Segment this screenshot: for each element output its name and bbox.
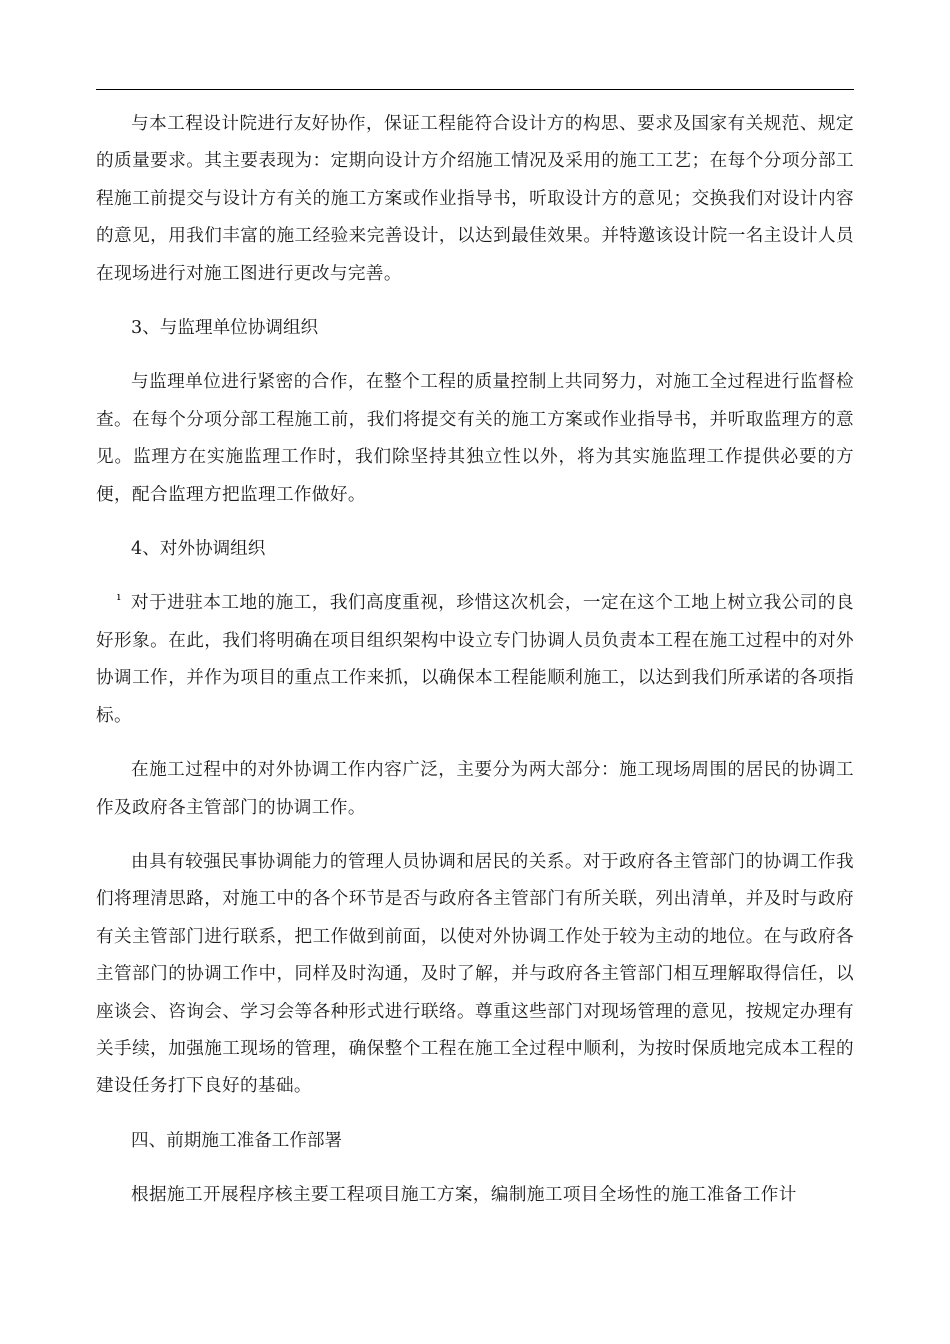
header-rule — [96, 89, 854, 90]
paragraph-coordination-scope: 在施工过程中的对外协调工作内容广泛，主要分为两大部分：施工现场周围的居民的协调工作及政府各主管部门的协调工作。 — [96, 760, 854, 818]
paragraph-design-coordination: 与本工程设计院进行友好协作，保证工程能符合设计方的构思、要求及国家有关规范、规定的质量要求。其主要表现为：定期向设计方介绍施工情况及采用的施工工艺；在每个分项分部工程施工前提交与设计方有关的施工方案或作业指导书，听取设计方的意见；交换我们对设计内容的意见，用我们丰富的施工经验来完善设计，以达到最佳效果。并特邀该设计院一名主设计人员在现场进行对施工图进行更改与完善。 — [96, 114, 854, 284]
stray-mark: ı — [117, 590, 121, 603]
heading-external-coordination: 4、对外协调组织 — [131, 539, 266, 560]
paragraph-external-coordination: 对于进驻本工地的施工，我们高度重视，珍惜这次机会，一定在这个工地上树立我公司的良好形象。在此，我们将明确在项目组织架构中设立专门协调人员负责本工程在施工过程中的对外协调工作，并作为项目的重点工作来抓，以确保本工程能顺利施工，以达到我们所承诺的各项指标。 — [96, 593, 854, 726]
heading-preparation-deployment: 四、前期施工准备工作部署 — [131, 1130, 343, 1151]
document-body — [96, 106, 854, 1232]
paragraph-supervision-coordination: 与监理单位进行紧密的合作，在整个工程的质量控制上共同努力，对施工全过程进行监督检查。在每个分项分部工程施工前，我们将提交有关的施工方案或作业指导书，并听取监理方的意见。监理方在实施监理工作时，我们除坚持其独立性以外，将为其实施监理工作提供必要的方便，配合监理方把监理工作做好。 — [96, 372, 854, 505]
paragraph-preparation-plan: 根据施工开展程序核主要工程项目施工方案，编制施工项目全场性的施工准备工作计 — [131, 1185, 797, 1206]
heading-supervision-coordination: 3、与监理单位协调组织 — [131, 318, 319, 339]
paragraph-resident-government-relations: 由具有较强民事协调能力的管理人员协调和居民的关系。对于政府各主管部门的协调工作我们将理清思路，对施工中的各个环节是否与政府各主管部门有所关联，列出清单，并及时与政府有关主管部门进行联系，把工作做到前面，以使对外协调工作处于较为主动的地位。在与政府各主管部门的协调工作中，同样及时沟通，及时了解，并与政府各主管部门相互理解取得信任，以座谈会、咨询会、学习会等各种形式进行联络。尊重这些部门对现场管理的意见，按规定办理有关手续，加强施工现场的管理，确保整个工程在施工全过程中顺利，为按时保质地完成本工程的建设任务打下良好的基础。 — [96, 851, 854, 1097]
